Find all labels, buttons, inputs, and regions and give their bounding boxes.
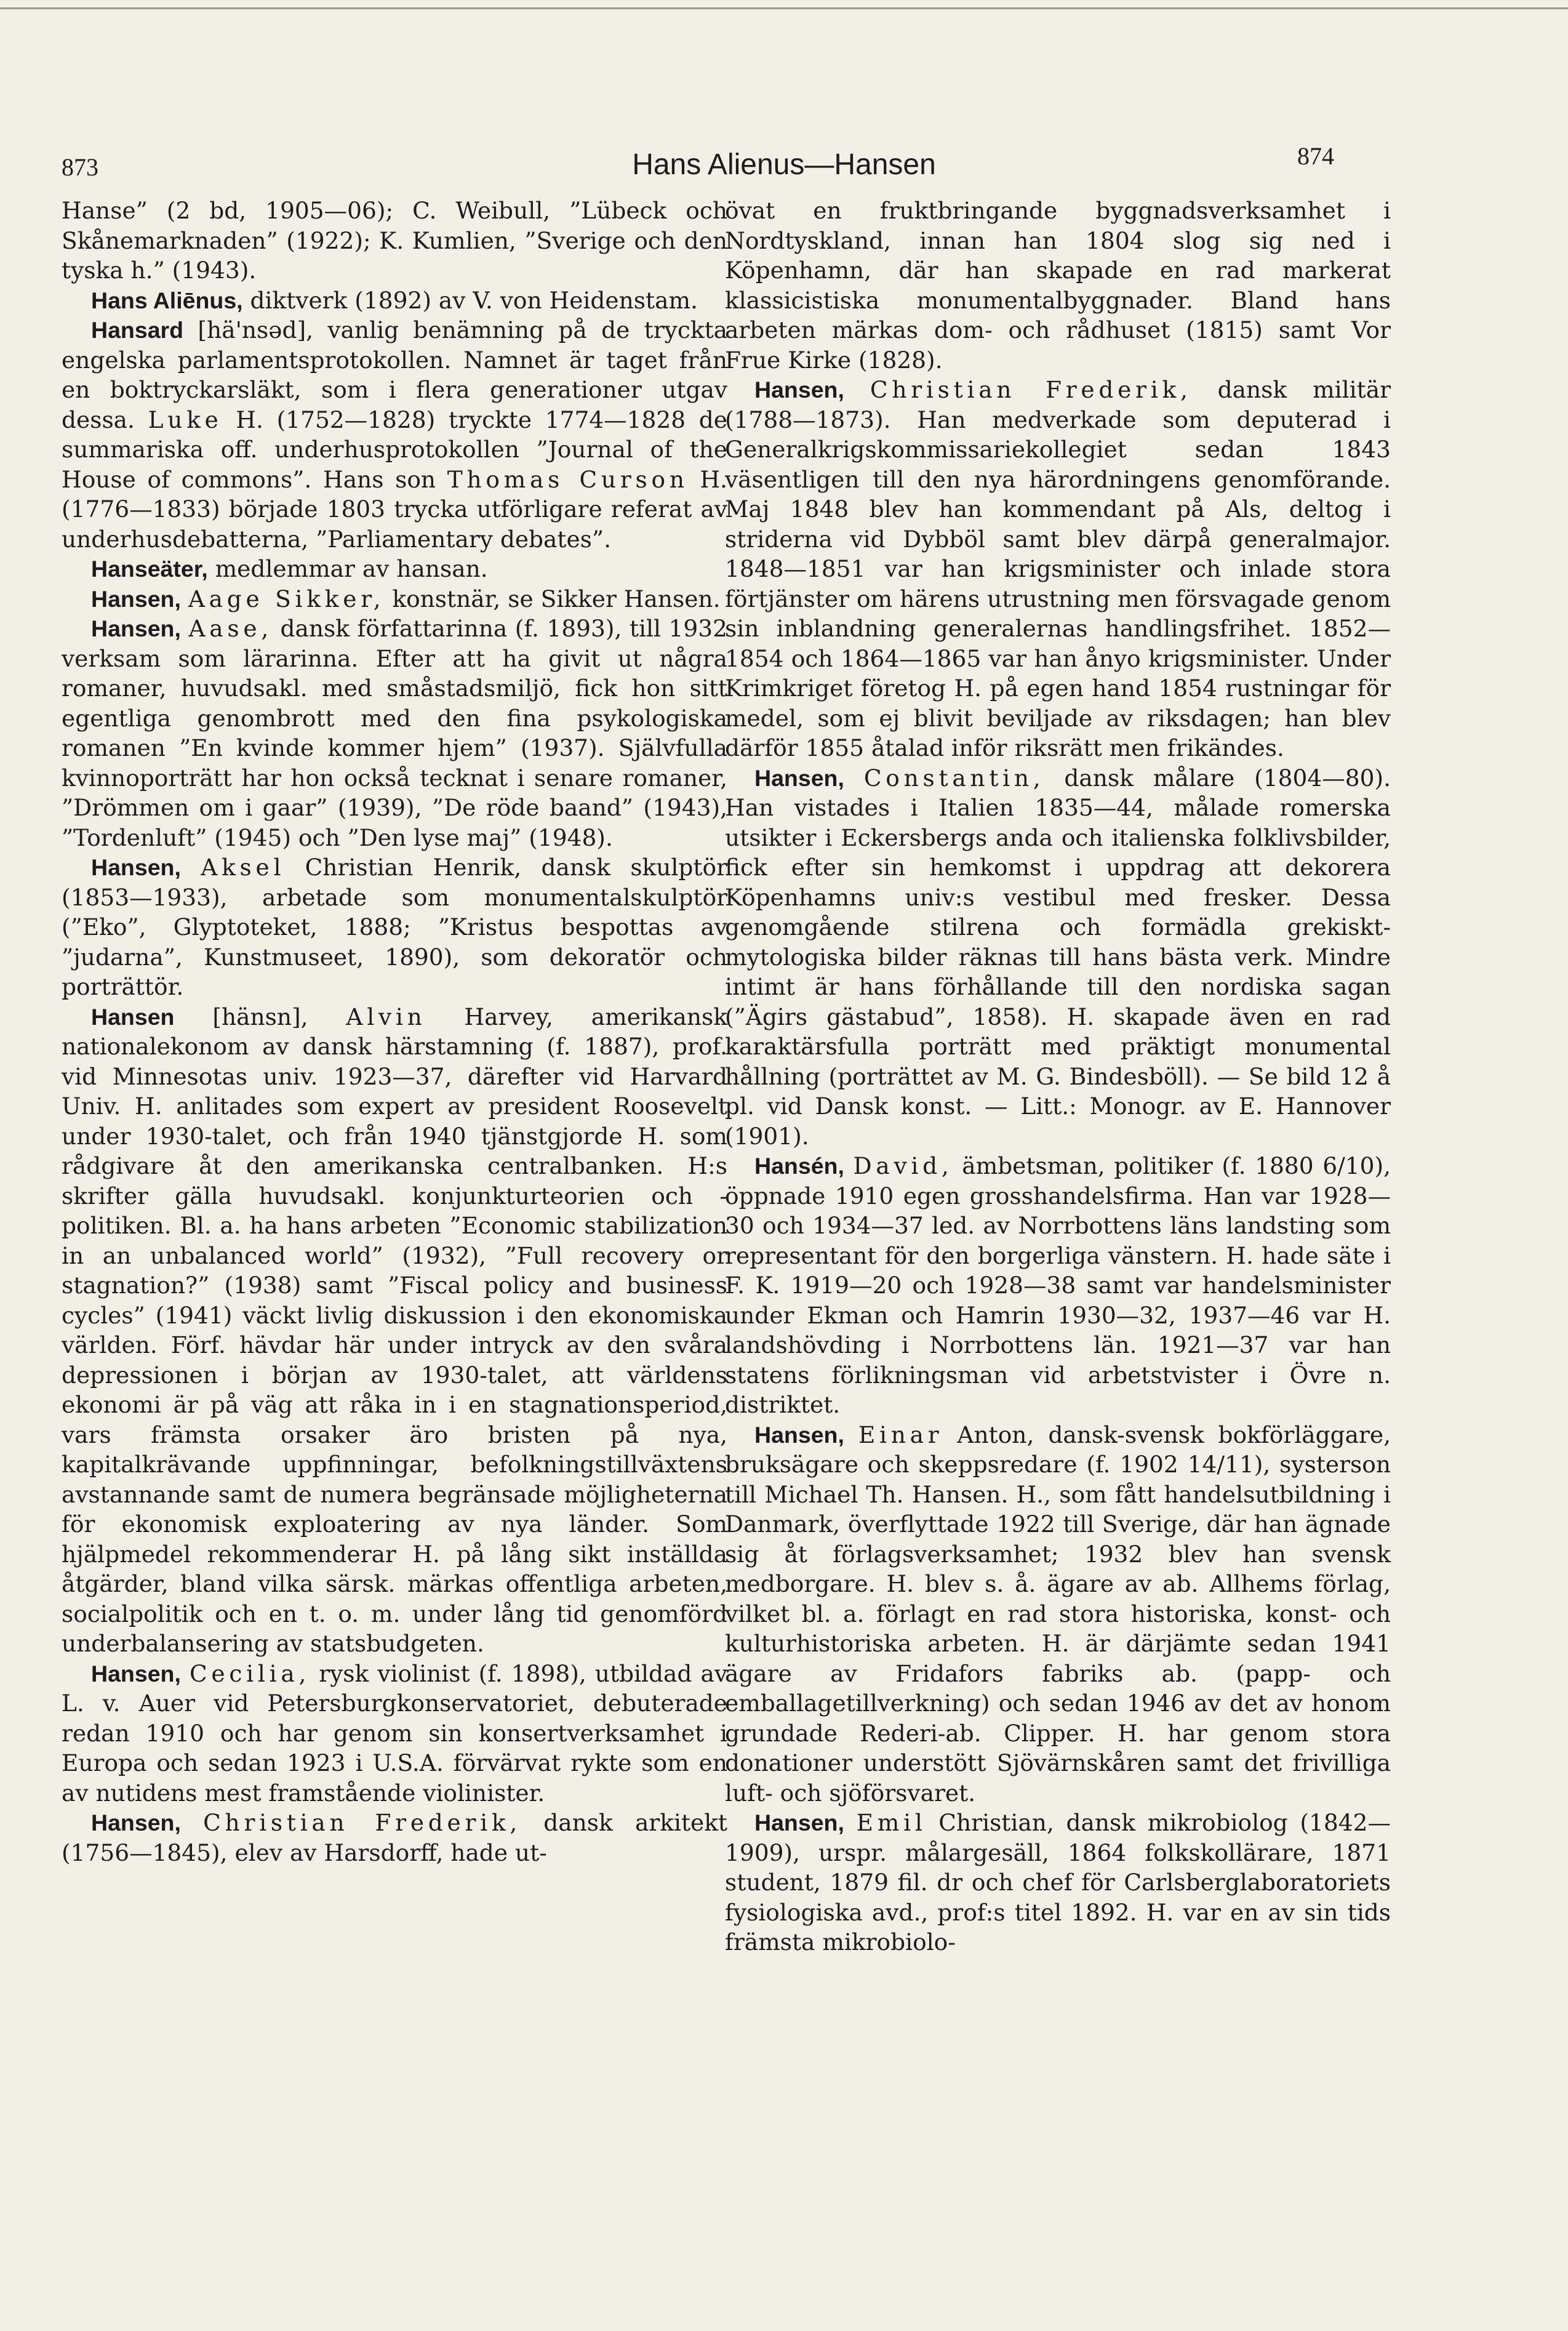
entry: Hanse” (2 bd, 1905—06); C. Weibull, ”Lübeck och Skånemarknaden” (1922); K. Kumlien, ”Sverige och den tyska h.” (1943).: [62, 197, 727, 284]
left-column: [62, 196, 727, 1868]
entry: Hansard [hä'nsəd], vanlig benämning på de tryckta engelska parlamentsprotokollen. Namnet är taget från en boktryckarsläkt, som i flera generationer utgav dessa. Luke H. (1752—1828) tryckte 1774—1828 de summariska off. underhusprotokollen ”Journal of the House of commons”. Hans son Thomas Curson H. (1776—1833) började 1803 trycka utförligare referat av underhusdebatterna, ”Parliamentary debates”.: [62, 316, 727, 553]
headword: Hansen: [91, 1003, 175, 1030]
entry: Hansen [hänsn], Alvin Harvey, amerikansk nationalekonom av dansk härstamning (f. 1887), prof. vid Minnesotas univ. 1923—37, därefter vid Harvard Univ. H. anlitades som expert av president Roosevelt under 1930-talet, och från 1940 tjänstgjorde H. som rådgivare åt den amerikanska centralbanken. H:s skrifter gälla huvudsakl. konjunkturteorien och -politiken. Bl. a. ha hans arbeten ”Economic stabilization in an unbalanced world” (1932), ”Full recovery or stagnation?” (1938) samt ”Fiscal policy and business cycles” (1941) väckt livlig diskussion i den ekonomiska världen. Förf. hävdar här under intryck av den svåra depressionen i början av 1930-talet, att världens ekonomi är på väg att råka in i en stagnationsperiod, vars främsta orsaker äro bristen på nya, kapitalkrävande uppfinningar, befolkningstillväxtens avstannande samt de numera begränsade möjligheterna för ekonomisk exploatering av nya länder. Som hjälpmedel rekommenderar H. på lång sikt inställda åtgärder, bland vilka särsk. märkas offentliga arbeten, socialpolitik och en t. o. m. under lång tid genomförd underbalansering av statsbudgeten.: [62, 1003, 728, 1657]
headword: Hansen,: [91, 585, 181, 612]
entry: Hansen, Cecilia, rysk violinist (f. 1898), utbildad av L. v. Auer vid Petersburgkonservatoriet, debuterade redan 1910 och har genom sin konsertverksamhet i Europa och sedan 1923 i U.S.A. förvärvat rykte som en av nutidens mest framstående violinister.: [62, 1659, 727, 1807]
entry: Hansen, Emil Christian, dansk mikrobiolog (1842—1909), urspr. målargesäll, 1864 folkskollärare, 1871 student, 1879 fil. dr och chef för Carlsberglaboratoriets fysiologiska avd., prof:s titel 1892. H. var en av sin tids främsta mikrobiolo-: [725, 1809, 1391, 1956]
top-rule: [0, 7, 1568, 9]
headword: Hansen,: [754, 764, 844, 791]
entry: övat en fruktbringande byggnadsverksamhet i Nordtyskland, innan han 1804 slog sig ned i Köpenhamn, där han skapade en rad markerat klassicistiska monumentalbyggnader. Bland hans arbeten märkas dom- och rådhuset (1815) samt Vor Frue Kirke (1828).: [725, 197, 1391, 374]
headword: Hansen,: [91, 1660, 181, 1687]
headword: Hanseäter,: [91, 556, 208, 582]
entry: Hansen, Aksel Christian Henrik, dansk skulptör (1853—1933), arbetade som monumentalskulptör (”Eko”, Glyptoteket, 1888; ”Kristus bespottas av ”judarna”, Kunstmuseet, 1890), som dekoratör och porträttör.: [62, 854, 728, 1000]
headword: Hansen,: [91, 1810, 181, 1836]
headword: Hansen,: [91, 616, 181, 641]
headword: Hansen,: [91, 854, 181, 880]
headword: Hansard: [91, 317, 184, 343]
right-column: [725, 196, 1391, 1957]
headword: Hans Aliēnus,: [91, 287, 243, 313]
entry: Hansen, Aage Sikker, konstnär, se Sikker Hansen.: [91, 585, 721, 612]
headword: Hansen,: [754, 1810, 844, 1836]
entry: Hansen, Constantin, dansk målare (1804—80). Han vistades i Italien 1835—44, målade romerska utsikter i Eckersbergs anda och italienska folklivsbilder, fick efter sin hemkomst i uppdrag att dekorera Köpenhamns univ:s vestibul med fresker. Dessa genomgående stilrena och formädla grekiskt-mytologiska bilder räknas till hans bästa verk. Mindre intimt är hans förhållande till den nordiska sagan (”Ägirs gästabud”, 1858). H. skapade även en rad karaktärsfulla porträtt med präktigt monumental hållning (porträttet av M. G. Bindesböll). — Se bild 12 å pl. vid Dansk konst. — Litt.: Monogr. av E. Hannover (1901).: [725, 764, 1391, 1150]
headword: Hansén,: [754, 1153, 844, 1179]
entry: Hanseäter, medlemmar av hansan.: [91, 555, 488, 582]
entry: Hansén, David, ämbetsman, politiker (f. 1880 6/10), öppnade 1910 egen grosshandelsfirma. Han var 1928—30 och 1934—37 led. av Norrbottens läns landsting som representant för den borgerliga vänstern. H. hade säte i F. K. 1919—20 och 1928—38 samt var handelsminister under Ekman och Hamrin 1930—32, 1937—46 var H. landshövding i Norrbottens län. 1921—37 var han statens förlikningsman vid arbetstvister i Övre n. distriktet.: [725, 1152, 1391, 1418]
headword: Hansen,: [754, 377, 844, 403]
entry: Hansen, Christian Frederik, dansk militär (1788—1873). Han medverkade som deputerad i Generalkrigskommissariekollegiet sedan 1843 väsentligen till den nya härordningens genomförande. Maj 1848 blev han kommendant på Als, deltog i striderna vid Dybböl samt blev därpå generalmajor. 1848—1851 var han krigsminister och inlade stora förtjänster om härens utrustning men försvagade genom sin inblandning generalernas handlingsfrihet. 1852—1854 och 1864—1865 var han ånyo krigsminister. Under Krimkriget företog H. på egen hand 1854 rustningar för medel, som ej blivit beviljade av riksdagen; han blev därför 1855 åtalad inför riksrätt men frikändes.: [725, 376, 1391, 761]
page-number-right: 874: [1297, 142, 1334, 170]
running-head: Hans Alienus—Hansen: [632, 148, 936, 181]
entry: Hansen, Christian Frederik, dansk arkitekt (1756—1845), elev av Harsdorff, hade ut-: [62, 1809, 727, 1866]
page-header: [0, 142, 1568, 191]
entry: Hansen, Aase, dansk författarinna (f. 1893), till 1932 verksam som lärarinna. Efter att ha givit ut några romaner, huvudsakl. med småstadsmiljö, fick hon sitt egentliga genombrott med den fina psykologiska romanen ”En kvinde kommer hjem” (1937). Självfulla kvinnoporträtt har hon också tecknat i senare romaner, ”Drömmen om i gaar” (1939), ”De röde baand” (1943), ”Tordenluft” (1945) och ”Den lyse maj” (1948).: [62, 615, 727, 851]
page-number-left: 873: [62, 153, 98, 181]
entry: Hansen, Einar Anton, dansk-svensk bokförläggare, bruksägare och skeppsredare (f. 1902 14/11), systerson till Michael Th. Hansen. H., som fått handelsutbildning i Danmark, överflyttade 1922 till Sverige, där han ägnade sig åt förlagsverksamhet; 1932 blev han svensk medborgare. H. blev s. å. ägare av ab. Allhems förlag, vilket bl. a. förlagt en rad stora historiska, konst- och kulturhistoriska arbeten. H. är därjämte sedan 1941 ägare av Fridafors fabriks ab. (papp- och emballagetillverkning) och sedan 1946 av det av honom grundade Rederi-ab. Clipper. H. har genom stora donationer understött Sjövärnskåren samt det frivilliga luft- och sjöförsvaret.: [725, 1421, 1391, 1807]
headword: Hansen,: [754, 1421, 844, 1448]
entry: Hans Aliēnus, diktverk (1892) av V. von Heidenstam.: [91, 286, 698, 314]
